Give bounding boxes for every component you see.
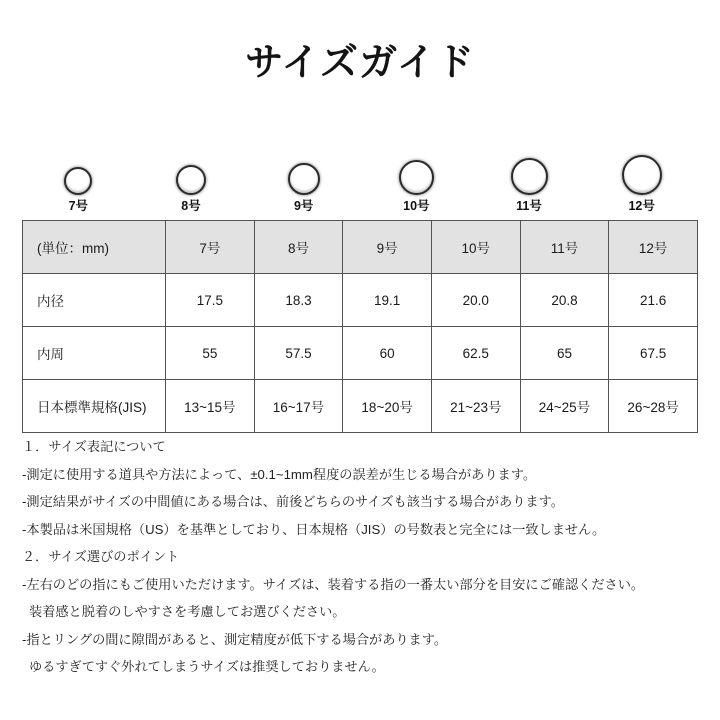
ring-icon	[64, 167, 92, 195]
notes-group-2	[22, 550, 712, 675]
table-cell: 60	[343, 327, 432, 380]
table-cell: 62.5	[431, 327, 520, 380]
table-cell: 16~17号	[254, 380, 343, 433]
notes-line: -測定結果がサイズの中間値にある場合は、前後どちらのサイズも該当する場合があります。	[22, 494, 564, 510]
ring-illustration-label: 9号	[293, 198, 314, 213]
ring-illustration-label: 12号	[628, 198, 655, 213]
table-cell: 21~23号	[431, 380, 520, 433]
ring-icon	[622, 155, 662, 195]
notes-section	[22, 440, 712, 688]
ring-illustration-item	[22, 148, 135, 212]
table-row	[23, 327, 698, 380]
ring-size-illustration-strip	[22, 148, 698, 212]
ring-illustration-label: 10号	[403, 198, 430, 213]
ring-illustration-label: 11号	[516, 198, 542, 213]
ring-illustration-label: 8号	[181, 198, 201, 213]
table-row	[23, 380, 698, 433]
table-cell: 13~15号	[166, 380, 255, 433]
table-cell: 20.0	[431, 274, 520, 327]
size-table	[22, 220, 698, 433]
ring-illustration-item	[360, 148, 473, 212]
table-column-header: 12号	[609, 221, 698, 274]
ring-illustration-item	[585, 148, 698, 212]
table-cell: 20.8	[520, 274, 609, 327]
table-row-label: 内径	[23, 274, 166, 327]
table-row	[23, 274, 698, 327]
table-cell: 19.1	[343, 274, 432, 327]
table-cell: 18.3	[254, 274, 343, 327]
notes-line: -本製品は米国規格（US）を基準としており、日本規格（JIS）の号数表と完全には一致しません。	[22, 521, 606, 537]
table-cell: 24~25号	[520, 380, 609, 433]
ring-icon	[288, 163, 320, 195]
table-cell: 65	[520, 327, 609, 380]
table-column-header: 9号	[343, 221, 432, 274]
notes-line: -左右のどの指にもご使用いただけます。サイズは、装着する指の一番太い部分を目安にご確認ください。	[22, 576, 645, 592]
table-unit-header: (単位：mm)	[23, 221, 166, 274]
table-cell: 26~28号	[609, 380, 698, 433]
table-cell: 17.5	[166, 274, 255, 327]
table-column-header: 7号	[166, 221, 255, 274]
table-column-header: 11号	[520, 221, 609, 274]
table-cell: 21.6	[609, 274, 698, 327]
notes-line: ゆるすぎてすぐ外れてしまうサイズは推奨しておりません。	[29, 659, 385, 675]
notes-line: -測定に使用する道具や方法によって、±0.1~1mm程度の誤差が生じる場合があります。	[22, 466, 537, 482]
page-title: サイズガイド	[245, 42, 475, 84]
table-column-header: 10号	[431, 221, 520, 274]
notes-line: 装着感と脱着のしやすさを考慮してお選びください。	[29, 604, 346, 620]
notes-group-1	[22, 440, 712, 537]
table-column-header: 8号	[254, 221, 343, 274]
ring-icon	[399, 160, 434, 195]
notes-line: -指とリングの間に隙間があると、測定精度が低下する場合があります。	[22, 631, 448, 647]
table-cell: 55	[166, 327, 255, 380]
ring-icon	[176, 165, 206, 195]
notes-heading-2: ２．サイズ選びのポイント	[22, 549, 180, 565]
table-cell: 18~20号	[343, 380, 432, 433]
ring-illustration-item	[473, 148, 586, 212]
table-cell: 67.5	[609, 327, 698, 380]
table-row-label: 日本標準規格(JIS)	[23, 380, 166, 433]
ring-icon	[511, 158, 548, 195]
table-row-label: 内周	[23, 327, 166, 380]
notes-heading-1: １．サイズ表記について	[22, 439, 166, 454]
table-cell: 57.5	[254, 327, 343, 380]
table-header-row	[23, 221, 698, 274]
ring-illustration-item	[247, 148, 360, 212]
ring-illustration-item	[135, 148, 248, 212]
ring-illustration-label: 7号	[68, 198, 89, 213]
